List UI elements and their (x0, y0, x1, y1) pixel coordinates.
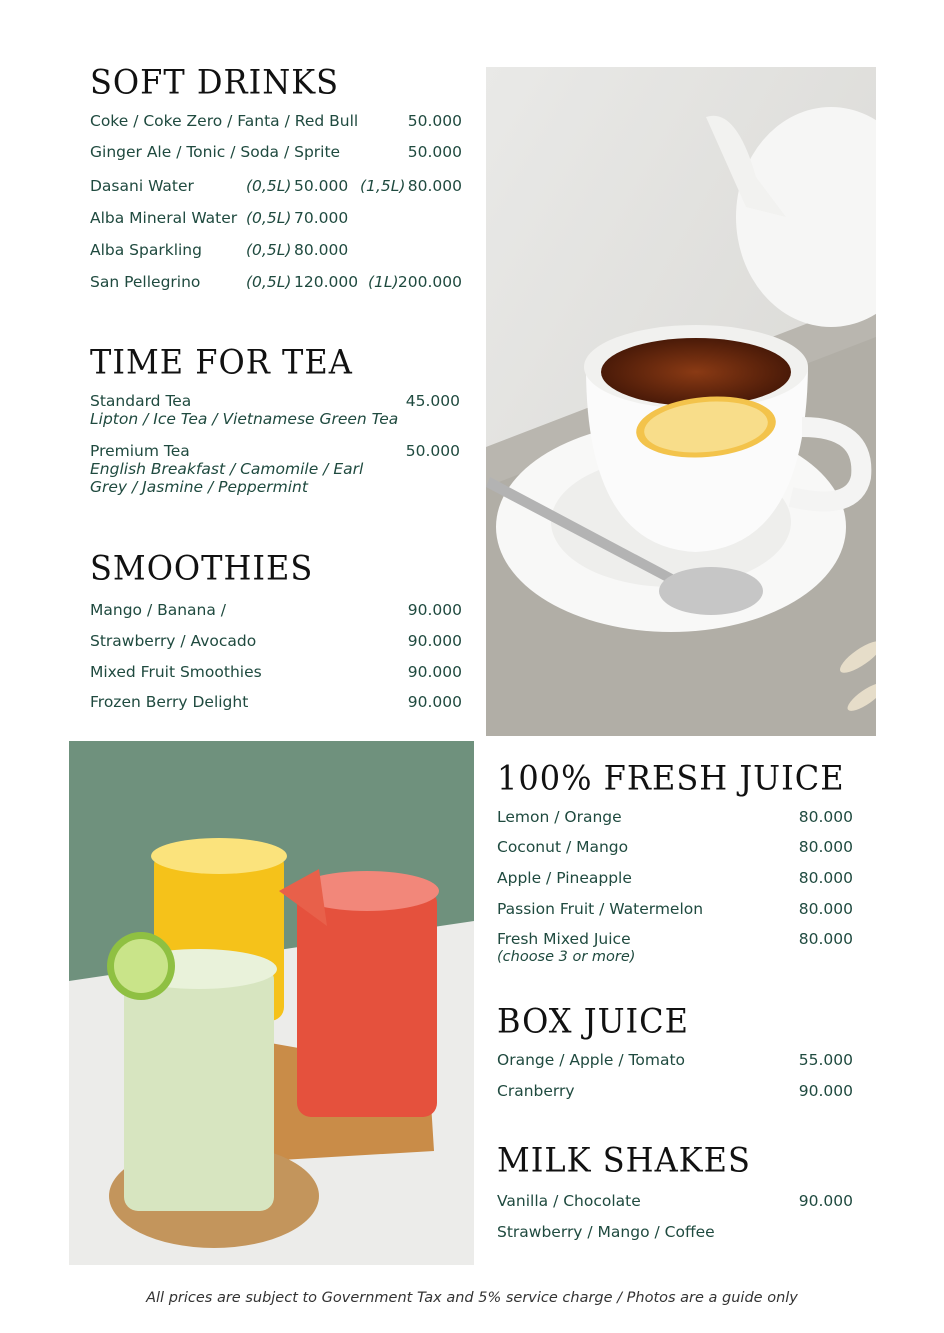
item-description: English Breakfast / Camomile / Earl Grey / Jasmine / Peppermint (90, 460, 364, 496)
item-price: 45.000 (405, 392, 460, 410)
item-name: Passion Fruit / Watermelon (497, 900, 704, 918)
section-title: BOX JUICE (497, 1001, 690, 1041)
menu-item (90, 142, 462, 162)
menu-item (90, 692, 462, 712)
menu-item (497, 1050, 853, 1070)
item-price: 90.000 (407, 632, 462, 650)
item-price: 80.000 (798, 838, 853, 856)
item-name: Apple / Pineapple (497, 869, 632, 887)
item-size: (0,5L) (246, 177, 292, 195)
item-price: 120.000 (294, 273, 359, 291)
item-price: 55.000 (798, 1051, 853, 1069)
menu-item (497, 1191, 853, 1211)
item-price: 50.000 (294, 177, 349, 195)
tea-photo (486, 67, 876, 736)
menu-item (90, 176, 462, 196)
menu-item (497, 837, 853, 857)
item-price: 90.000 (407, 663, 462, 681)
section-title: SMOOTHIES (90, 548, 314, 588)
item-name: Strawberry / Mango / Coffee (497, 1223, 715, 1241)
item-name: Lemon / Orange (497, 808, 622, 826)
item-price: 80.000 (798, 808, 853, 826)
item-price: 50.000 (407, 143, 462, 161)
box-juice-section (497, 1003, 853, 1113)
item-name: Alba Mineral Water (90, 209, 238, 227)
item-name: Premium Tea (90, 442, 190, 460)
menu-item (90, 600, 462, 620)
item-price: 90.000 (407, 601, 462, 619)
item-name: Mango / Banana / (90, 601, 227, 619)
item-description: Lipton / Ice Tea / Vietnamese Green Tea (90, 410, 399, 428)
juice-glasses-illustration (69, 741, 474, 1265)
smoothies-section (90, 550, 462, 720)
item-name: San Pellegrino (90, 273, 201, 291)
section-title: TIME FOR TEA (90, 342, 353, 382)
item-name: Cranberry (497, 1082, 575, 1100)
menu-item (90, 631, 462, 651)
menu-item (497, 1081, 853, 1101)
item-name: Strawberry / Avocado (90, 632, 257, 650)
item-name: Frozen Berry Delight (90, 693, 249, 711)
menu-item (497, 1222, 853, 1242)
menu-item (90, 240, 462, 260)
menu-item (90, 208, 462, 228)
tea-section (90, 344, 460, 514)
item-name: Alba Sparkling (90, 241, 202, 259)
item-price: 90.000 (798, 1082, 853, 1100)
item-size: (0,5L) (246, 241, 292, 259)
item-name: Orange / Apple / Tomato (497, 1051, 686, 1069)
item-size: (1,5L) (360, 177, 406, 195)
item-price: 50.000 (407, 112, 462, 130)
milk-shakes-section (497, 1142, 853, 1252)
section-title: 100% FRESH JUICE (497, 758, 845, 798)
juice-photo (69, 741, 474, 1265)
item-price: 80.000 (798, 900, 853, 918)
item-name: Vanilla / Chocolate (497, 1192, 641, 1210)
item-name: Coke / Coke Zero / Fanta / Red Bull (90, 112, 359, 130)
menu-item (90, 662, 462, 682)
item-name: Standard Tea (90, 392, 192, 410)
menu-item (497, 868, 853, 888)
item-price: 90.000 (407, 693, 462, 711)
item-description: (choose 3 or more) (497, 949, 636, 965)
item-name: Mixed Fruit Smoothies (90, 663, 262, 681)
menu-item (497, 899, 853, 919)
menu-item (90, 392, 460, 428)
item-price: 90.000 (798, 1192, 853, 1210)
item-size: (0,5L) (246, 273, 292, 291)
item-name: Coconut / Mango (497, 838, 629, 856)
item-price: 80.000 (798, 869, 853, 887)
menu-item (90, 111, 462, 131)
item-price: 80.000 (407, 177, 462, 195)
menu-item (497, 930, 853, 966)
item-name: Ginger Ale / Tonic / Soda / Sprite (90, 143, 341, 161)
item-name: Fresh Mixed Juice (497, 930, 631, 948)
fresh-juice-section (497, 760, 853, 970)
tea-cup-illustration (486, 67, 876, 736)
menu-item (497, 807, 853, 827)
footer-note: All prices are subject to Government Tax and 5% service charge / Photos are a guide only (146, 1290, 798, 1306)
menu-item (90, 272, 462, 292)
item-size: (0,5L) (246, 209, 292, 227)
item-price: 80.000 (294, 241, 349, 259)
item-price: 50.000 (405, 442, 460, 460)
section-title: SOFT DRINKS (90, 62, 340, 102)
soft-drinks-section (90, 64, 462, 304)
item-price: 70.000 (294, 209, 349, 227)
item-price: 200.000 (397, 273, 462, 291)
menu-item (90, 442, 460, 496)
item-name: Dasani Water (90, 177, 194, 195)
section-title: MILK SHAKES (497, 1140, 751, 1180)
item-size: (1L) (368, 273, 399, 291)
item-price: 80.000 (798, 930, 853, 948)
